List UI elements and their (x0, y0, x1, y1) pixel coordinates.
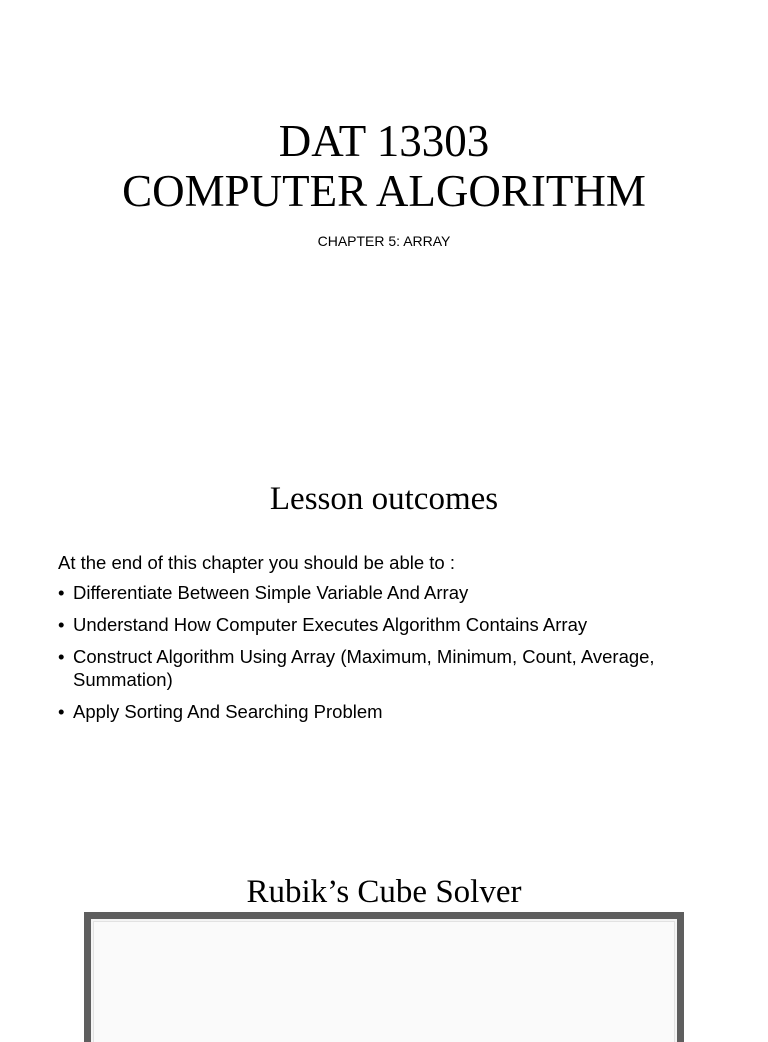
rubiks-heading: Rubik’s Cube Solver (246, 874, 522, 910)
course-code: DAT 13303 (278, 116, 490, 166)
bullet-icon: • (58, 646, 65, 667)
outcomes-list (58, 581, 698, 732)
slide-lesson-outcomes (0, 455, 768, 755)
chapter-subtitle: CHAPTER 5: ARRAY (317, 233, 451, 249)
list-item (58, 613, 698, 636)
lesson-outcomes-heading: Lesson outcomes (269, 481, 499, 517)
bullet-icon: • (58, 614, 65, 635)
slide-rubiks-cube (0, 860, 768, 1024)
outcome-text: Understand How Computer Executes Algorithm Contains Array (73, 614, 588, 635)
list-item (58, 645, 698, 691)
outcome-text: Apply Sorting And Searching Problem (73, 701, 383, 722)
list-item (58, 700, 698, 723)
course-title: COMPUTER ALGORITHM (122, 166, 646, 216)
outcome-text: Construct Algorithm Using Array (Maximum, Minimum, Count, Average, Summation) (73, 646, 655, 690)
bullet-icon: • (58, 582, 65, 603)
outcomes-intro: At the end of this chapter you should be able to : (58, 552, 455, 573)
embedded-media-frame[interactable] (84, 912, 684, 1042)
bullet-icon: • (58, 701, 65, 722)
slide-title (0, 0, 768, 330)
outcome-text: Differentiate Between Simple Variable And Array (73, 582, 469, 603)
list-item (58, 581, 698, 604)
